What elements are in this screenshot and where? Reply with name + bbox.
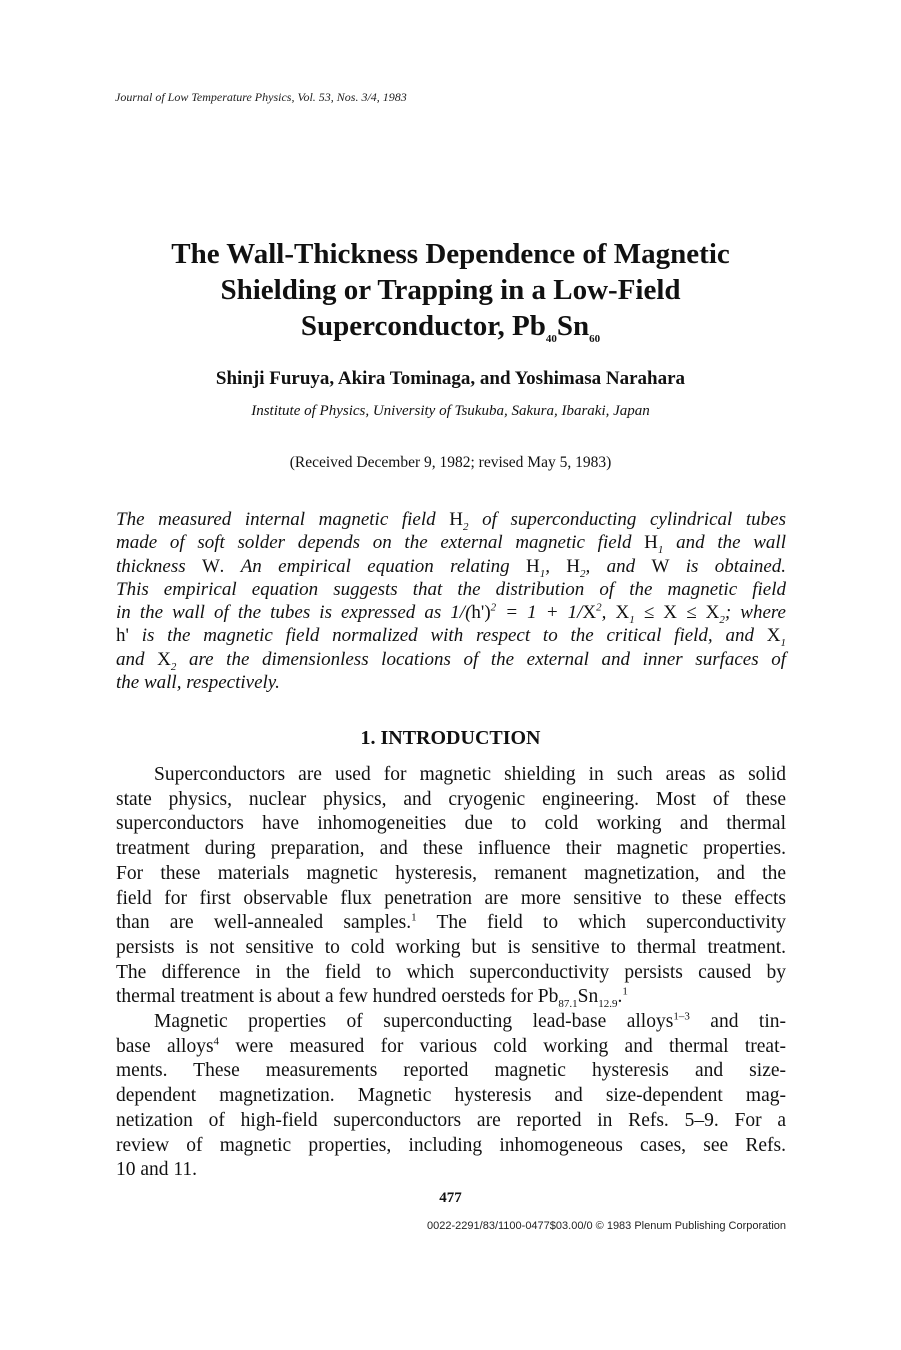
- section-heading: 1. INTRODUCTION: [360, 727, 541, 749]
- text-line: state physics, nuclear physics, and cryogenic engineering. Most of these: [116, 788, 786, 810]
- paper-title: [0, 236, 901, 344]
- received-dates: (Received December 9, 1982; revised May 5, 1983): [289, 454, 612, 471]
- title-line-3: Superconductor, $Pb_{40}Sn_{60}$: [300, 310, 601, 345]
- text-line: superconductors have inhomogeneities due to cold working and thermal: [116, 813, 786, 835]
- text-line: dependent magnetization. Magnetic hysteresis and size-dependent mag-: [116, 1085, 786, 1107]
- abstract-line: The measured internal magnetic field $H_2$ of superconducting cylindrical tubes: [116, 509, 787, 533]
- text-line: netization of high-field superconductors are reported in Refs. 5–9. For a: [116, 1109, 786, 1131]
- abstract-line: This empirical equation suggests that the distribution of the magnetic field: [116, 578, 786, 600]
- title-line-1: The Wall-Thickness Dependence of Magnetic: [171, 238, 730, 270]
- copyright-footer: 0022-2291/83/1100-0477$03.00/0 © 1983 Plenum Publishing Corporation: [427, 1220, 786, 1232]
- text-line: 10 and 11.: [116, 1159, 198, 1181]
- title-line-2: Shielding or Trapping in a Low-Field: [220, 274, 681, 306]
- text-line: review of magnetic properties, including inhomogeneous cases, see Refs.: [116, 1134, 786, 1156]
- journal-citation: Journal of Low Temperature Physics, Vol. 53, Nos. 3/4, 1983: [115, 90, 407, 104]
- text-line: The difference in the field to which superconductivity persists caused by: [116, 961, 786, 983]
- text-line: Magnetic properties of superconducting lead-base alloys$^{1-3}$ and tin-: [154, 1010, 787, 1033]
- text-line: thermal treatment is about a few hundred oersteds for $Pb_{87.1}Sn_{12.9}.^1$: [116, 985, 628, 1011]
- abstract: [116, 508, 786, 694]
- author-list: Shinji Furuya, Akira Tominaga, and Yoshimasa Narahara: [215, 368, 686, 389]
- text-line: persists is not sensitive to cold working but is sensitive to thermal treatment.: [116, 936, 786, 958]
- body-text: [116, 763, 786, 1183]
- text-line: treatment during preparation, and these influence their magnetic properties.: [116, 838, 786, 860]
- abstract-line: thickness W. An empirical equation relating $H_1$, $H_2$, and W is obtained.: [116, 555, 787, 580]
- text-line: ments. These measurements reported magnetic hysteresis and size-: [116, 1060, 786, 1082]
- abstract-line: and $X_2$ are the dimensionless locations of the external and inner surfaces of: [116, 648, 787, 673]
- abstract-line: made of soft solder depends on the external magnetic field $H_1$ and the wall: [116, 532, 786, 557]
- page-number: 477: [439, 1190, 462, 1206]
- text-line: For these materials magnetic hysteresis, remanent magnetization, and the: [116, 862, 786, 884]
- paragraph-2: [116, 1010, 786, 1183]
- paragraph-1: [116, 763, 786, 1010]
- text-line: field for first observable flux penetration are more sensitive to these effects: [116, 887, 786, 909]
- abstract-line: the wall, respectively.: [116, 672, 280, 694]
- abstract-line: in the wall of the tubes is expressed as $1/(h')^2 = 1 + 1/X^2$, $X_1 \le X \le X_2$; where: [116, 601, 786, 626]
- text-line: Superconductors are used for magnetic shielding in such areas as solid: [154, 764, 786, 785]
- text-line: than are well-annealed samples.$^1$ The field to which superconductivity: [116, 911, 786, 934]
- abstract-line: h' is the magnetic field normalized with respect to the critical field, and $X_1$: [116, 625, 786, 650]
- affiliation: Institute of Physics, University of Tsukuba, Sakura, Ibaraki, Japan: [251, 403, 650, 419]
- text-line: base alloys$^4$ were measured for various cold working and thermal treat-: [116, 1035, 786, 1057]
